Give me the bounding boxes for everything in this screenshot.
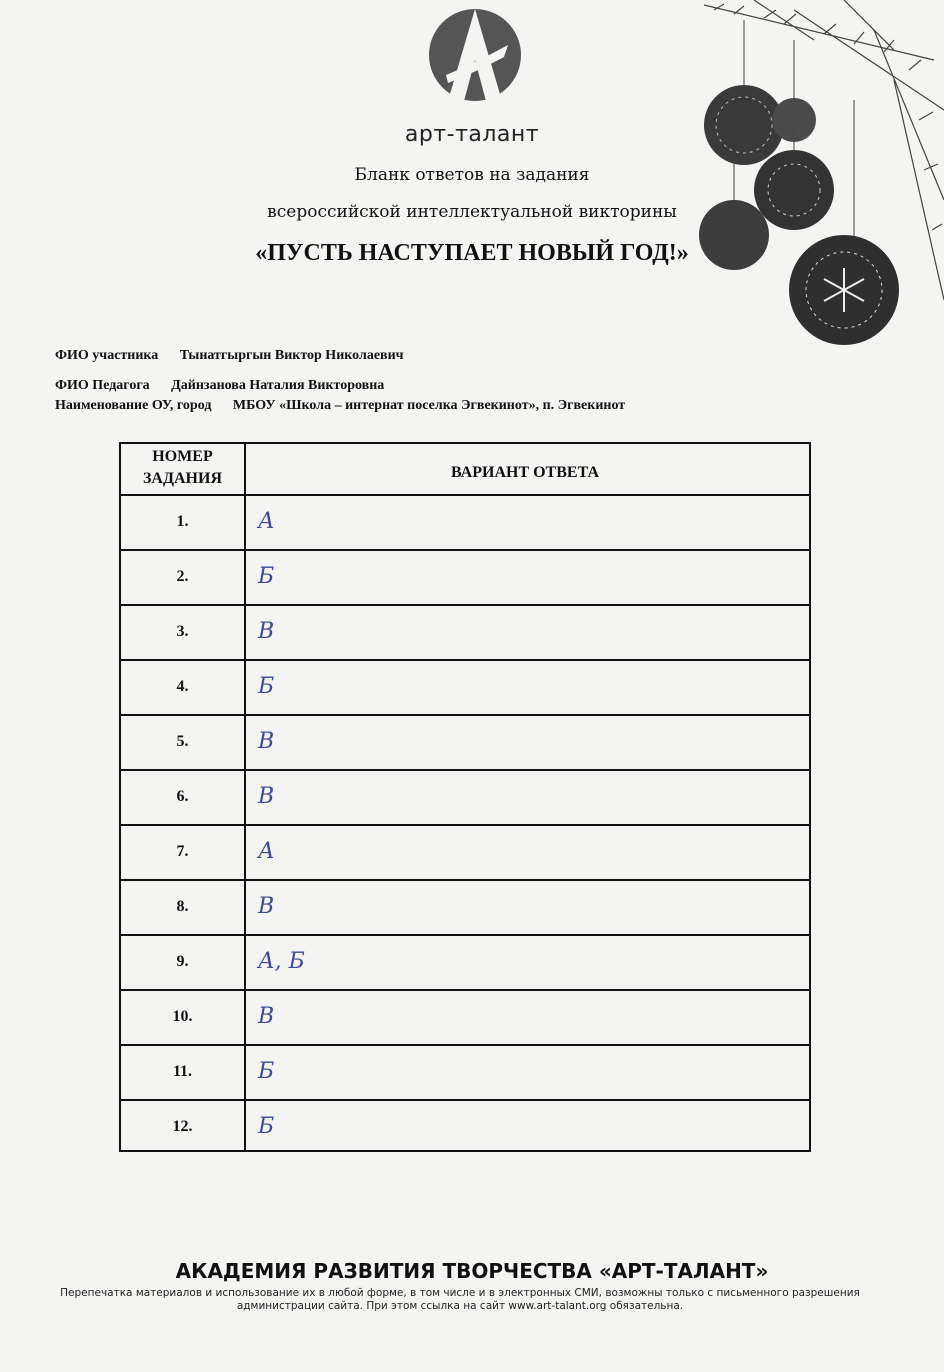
handwritten-answer: А, Б xyxy=(258,949,305,974)
teacher-label: ФИО Педагога xyxy=(55,378,150,393)
school-label: Наименование ОУ, город xyxy=(55,398,212,413)
handwritten-answer: Б xyxy=(258,1059,275,1084)
task-number: 11. xyxy=(172,1063,193,1080)
sheet-title-line2: всероссийской интеллектуальной викторины xyxy=(267,202,677,222)
task-number: 12. xyxy=(172,1118,193,1135)
task-number: 10. xyxy=(172,1008,193,1025)
task-number: 7. xyxy=(176,843,189,860)
school-line xyxy=(55,398,625,414)
participant-label: ФИО участника xyxy=(55,348,159,363)
school-value: МБОУ «Школа – интернат поселка Эгвекинот», п. Эгвекинот xyxy=(232,398,626,413)
handwritten-answer: А xyxy=(258,839,275,864)
handwritten-answer: В xyxy=(258,1004,275,1029)
column-header-number-line1: НОМЕР xyxy=(152,448,213,465)
christmas-ornaments-icon xyxy=(694,0,944,350)
task-number: 4. xyxy=(176,678,189,695)
handwritten-answer: А xyxy=(258,509,275,534)
task-number: 5. xyxy=(176,733,189,750)
sheet-title-line1: Бланк ответов на задания xyxy=(354,165,590,185)
handwritten-answer: В xyxy=(258,729,275,754)
art-talant-logo-icon xyxy=(428,5,522,109)
task-number: 2. xyxy=(176,568,189,585)
teacher-line xyxy=(55,378,384,394)
quiz-title: «ПУСТЬ НАСТУПАЕТ НОВЫЙ ГОД!» xyxy=(255,240,689,266)
handwritten-answer: В xyxy=(258,784,275,809)
participant-line xyxy=(55,348,404,364)
column-header-answer: ВАРИАНТ ОТВЕТА xyxy=(451,464,599,481)
task-number: 6. xyxy=(176,788,189,805)
handwritten-answer: В xyxy=(258,619,275,644)
column-header-number xyxy=(120,446,245,490)
participant-value: Тынатгыргын Виктор Николаевич xyxy=(179,348,404,363)
task-number: 1. xyxy=(176,513,189,530)
footer-title: АКАДЕМИЯ РАЗВИТИЯ ТВОРЧЕСТВА «АРТ-ТАЛАНТ» xyxy=(175,1259,769,1283)
handwritten-answer: Б xyxy=(258,674,275,699)
teacher-value: Дайнзанова Наталия Викторовна xyxy=(171,378,385,393)
column-header-number-line2: ЗАДАНИЯ xyxy=(142,470,222,487)
handwritten-answer: В xyxy=(258,894,275,919)
task-number: 3. xyxy=(176,623,189,640)
task-number: 8. xyxy=(176,898,189,915)
handwritten-answer: Б xyxy=(258,564,275,589)
task-number: 9. xyxy=(176,953,189,970)
handwritten-answer: Б xyxy=(258,1114,275,1139)
footer-notice: Перепечатка материалов и использование их в любой форме, в том числе и в электронных СМИ, возможны только с письменного разрешения администрации сайта. При этом ссылка на сайт www.art-talant.org обязательна. xyxy=(60,1287,860,1312)
brand-name: арт-талант xyxy=(404,122,540,147)
